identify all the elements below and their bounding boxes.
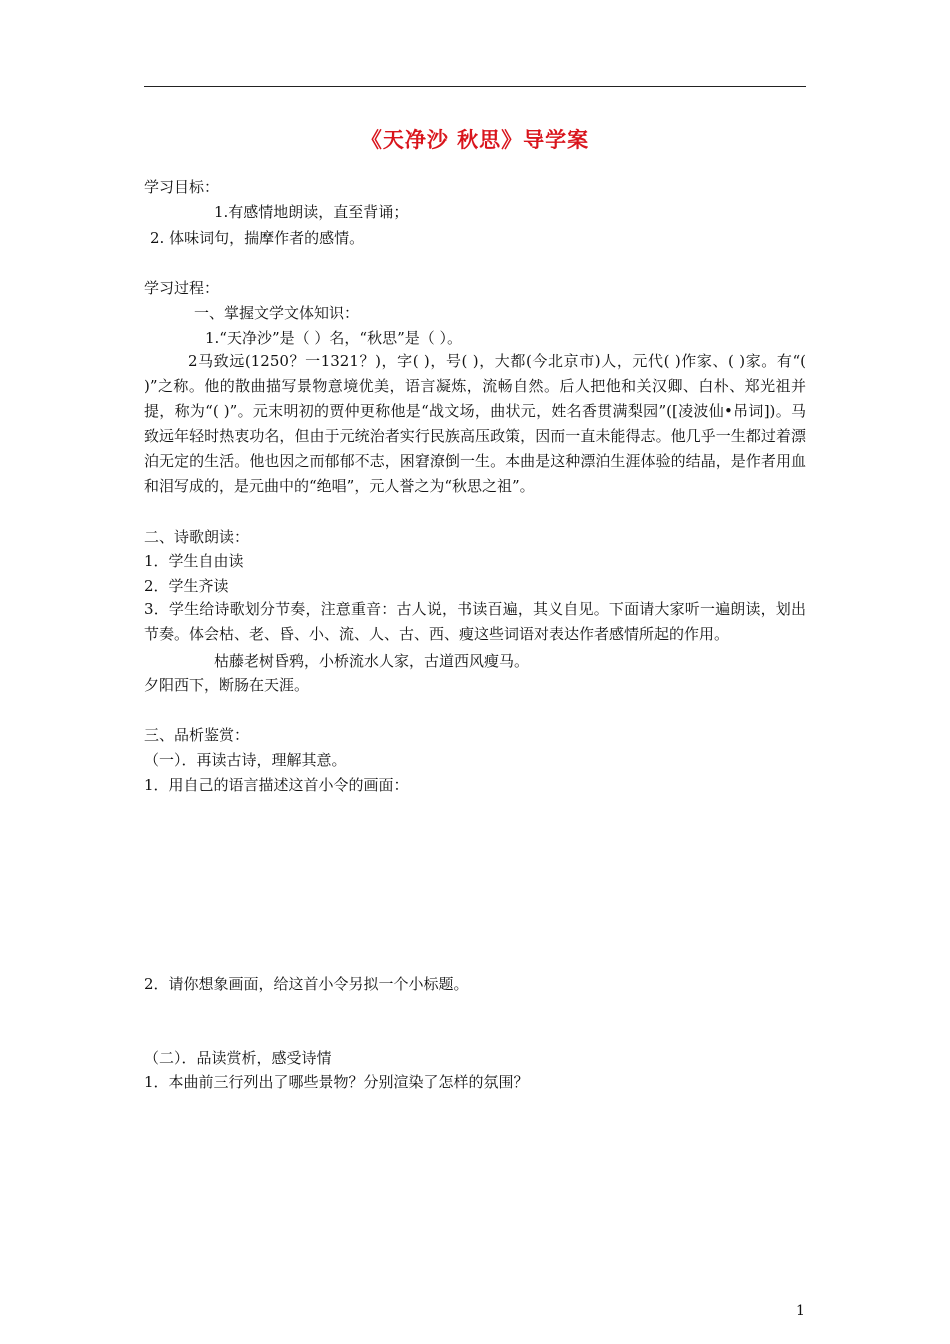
question-1: 1.“天净沙”是（ ）名，“秋思”是（ ）。 [205, 329, 463, 347]
sub-section-2-heading: （二）．品读赏析，感受诗情 [144, 1049, 332, 1067]
section-3-heading: 三、品析鉴赏： [144, 726, 250, 744]
sub-section-1-heading: （一）．再读古诗，理解其意。 [144, 751, 347, 769]
process-heading: 学习过程： [144, 279, 220, 297]
reading-step-1: 1．学生自由读 [144, 552, 244, 570]
section-2-heading: 二、诗歌朗读： [144, 528, 250, 546]
sub-section-1-question-1: 1．用自己的语言描述这首小令的画面： [144, 776, 409, 794]
poem-line-1: 枯藤老树昏鸦，小桥流水人家，古道西风瘦马。 [214, 652, 530, 670]
reading-step-2: 2．学生齐读 [144, 577, 229, 595]
bio-paragraph: 2马致远(1250？一1321？)，字( )，号( )，大都(今北京市)人，元代( )作家、( )家。有“( )”之称。他的散曲描写景物意境优美，语言凝炼，流畅自然。后人把他和关汉卿、白朴、郑光祖并提，称为“( )”。元末明初的贾仲更称他是“战文场，曲状元，姓名香贯满梨园”([凌波仙•吊词])。马致远年轻时热衷功名，但由于元统治者实行民族高压政策，因而一直未能得志。他几乎一生都过着漂泊无定的生活。他也因之而郁郁不志，困窘潦倒一生。本曲是这种漂泊生涯体验的结晶，是作者用血和泪写成的，是元曲中的“绝唱”，元人誉之为“秋思之祖”。 [144, 352, 806, 495]
poem-line-2: 夕阳西下，断肠在天涯。 [144, 676, 310, 694]
page-title: 《天净沙 秋思》导学案 [360, 128, 590, 152]
page-number: 1 [796, 1303, 805, 1319]
reading-step-3: 3．学生给诗歌划分节奏，注意重音：古人说，书读百遍，其义自见。下面请大家听一遍朗读，划出节奏。体会枯、老、昏、小、流、人、古、西、瘦这些词语对表达作者感情所起的作用。 [144, 600, 806, 643]
sub-section-2-question-1: 1．本曲前三行列出了哪些景物？分别渲染了怎样的氛围？ [144, 1073, 529, 1091]
header-rule [144, 86, 806, 87]
sub-section-1-question-2: 2．请你想象画面，给这首小令另拟一个小标题。 [144, 975, 469, 993]
objective-1: 1.有感情地朗读，直至背诵； [214, 203, 409, 221]
objectives-heading: 学习目标： [144, 178, 220, 196]
objective-2: 2. 体味词句，揣摩作者的感情。 [150, 229, 365, 247]
section-1-heading: 一、掌握文学文体知识： [194, 304, 360, 322]
